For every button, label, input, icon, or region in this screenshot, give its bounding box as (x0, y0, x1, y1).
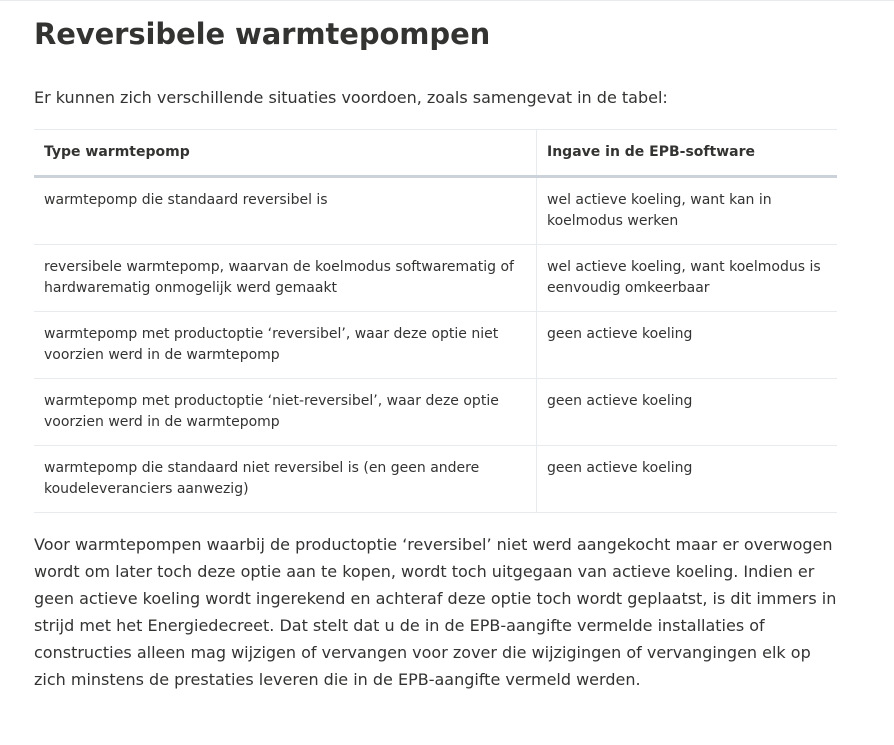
table-row (34, 379, 837, 446)
cell-ingave: geen actieve koeling (537, 379, 838, 446)
page-title: Reversibele warmtepompen (34, 17, 491, 51)
table-row (34, 312, 837, 379)
table-header-row (34, 130, 837, 177)
cell-type: warmtepomp die standaard niet reversibel is (en geen andere koudeleveranciers aanwezig) (34, 446, 537, 513)
body-paragraph: Voor warmtepompen waarbij de productoptie ‘reversibel’ niet werd aangekocht maar er overwogen wordt om later toch deze optie aan te kopen, wordt toch uitgegaan van actieve koeling. Indien er geen actieve koeling wordt ingerekend en achteraf deze optie toch wordt geplaatst, is dit immers in strijd met het Energiedecreet. Dat stelt dat u de in de EPB-aangifte vermelde installaties of constructies alleen mag wijzigen of vervangen voor zover die wijzigingen of vervangingen elk op zich minstens de prestaties leveren die in de EPB-aangifte vermeld werden. (34, 535, 837, 689)
cell-type: warmtepomp met productoptie ‘reversibel’, waar deze optie niet voorzien werd in de warmtepomp (34, 312, 537, 379)
cell-ingave: geen actieve koeling (537, 312, 838, 379)
heat-pump-table (34, 129, 837, 513)
cell-type: reversibele warmtepomp, waarvan de koelmodus softwarematig of hardwarematig onmogelijk werd gemaakt (34, 245, 537, 312)
table-row (34, 446, 837, 513)
table-row (34, 177, 837, 245)
table-row (34, 245, 837, 312)
cell-ingave: wel actieve koeling, want kan in koelmodus werken (537, 177, 838, 245)
cell-type: warmtepomp met productoptie ‘niet-reversibel’, waar deze optie voorzien werd in de warmtepomp (34, 379, 537, 446)
column-header-ingave: Ingave in de EPB-software (537, 130, 838, 177)
cell-ingave: wel actieve koeling, want koelmodus is eenvoudig omkeerbaar (537, 245, 838, 312)
column-header-type: Type warmtepomp (34, 130, 537, 177)
cell-type: warmtepomp die standaard reversibel is (34, 177, 537, 245)
top-divider (0, 0, 894, 1)
cell-ingave: geen actieve koeling (537, 446, 838, 513)
intro-text: Er kunnen zich verschillende situaties voordoen, zoals samengevat in de tabel: (34, 88, 668, 107)
